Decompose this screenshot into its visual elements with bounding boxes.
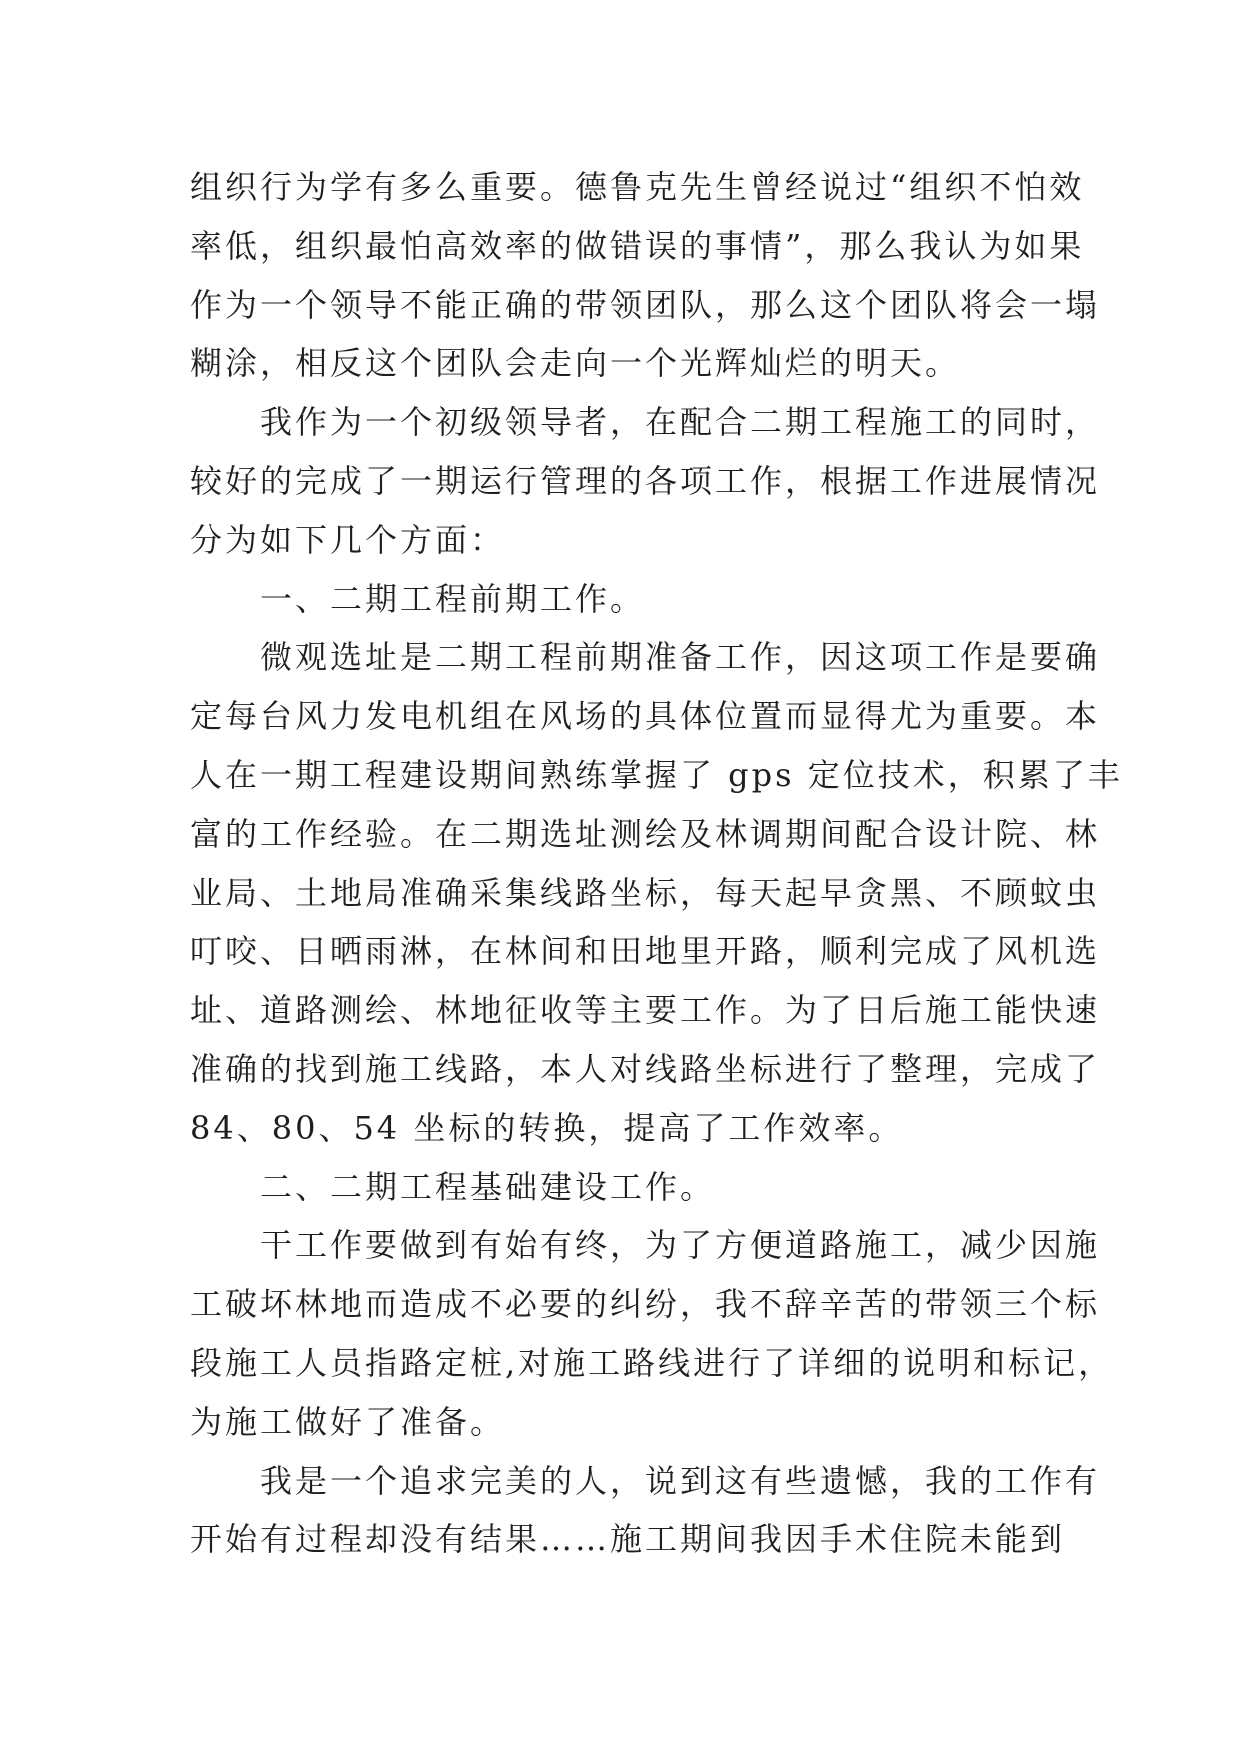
text-line: 为施工做好了准备。: [190, 1402, 506, 1441]
text-line: 段施工人员指路定桩,对施工路线进行了详细的说明和标记，: [190, 1343, 1114, 1382]
paragraph-first-line: 微观选址是二期工程前期准备工作，因这项工作是要确: [260, 638, 1101, 677]
text-line: 作为一个领导不能正确的带领团队，那么这个团队将会一塌: [190, 285, 1101, 324]
section-heading: 二、二期工程基础建设工作。: [260, 1167, 716, 1206]
text-line: 较好的完成了一期运行管理的各项工作，根据工作进展情况: [190, 461, 1101, 500]
text-line: 84、80、54 坐标的转换，提高了工作效率。: [190, 1108, 904, 1147]
text-line: 糊涂，相反这个团队会走向一个光辉灿烂的明天。: [190, 344, 961, 383]
text-line: 率低，组织最怕高效率的做错误的事情”，那么我认为如果: [190, 226, 1085, 265]
paragraph-first-line: 我作为一个初级领导者，在配合二期工程施工的同时，: [260, 403, 1101, 442]
section-heading: 一、二期工程前期工作。: [260, 579, 646, 618]
text-line: 定每台风力发电机组在风场的具体位置而显得尤为重要。本: [190, 697, 1101, 736]
paragraph-first-line: 干工作要做到有始有终，为了方便道路施工，减少因施: [260, 1226, 1101, 1265]
text-line: 组织行为学有多么重要。德鲁克先生曾经说过“组织不怕效: [190, 168, 1085, 206]
paragraph-first-line: 我是一个追求完美的人，说到这有些遗憾，我的工作有: [260, 1461, 1101, 1500]
text-line: 人在一期工程建设期间熟练掌握了 gps 定位技术，积累了丰: [190, 755, 1123, 794]
text-line: 业局、土地局准确采集线路坐标，每天起早贪黑、不顾蚊虫: [190, 873, 1101, 912]
text-line: 富的工作经验。在二期选址测绘及林调期间配合设计院、林: [190, 814, 1101, 853]
document-body: [190, 158, 1123, 1569]
text-line: 址、道路测绘、林地征收等主要工作。为了日后施工能快速: [190, 991, 1101, 1030]
text-line: 分为如下几个方面：: [190, 520, 506, 559]
text-line: 开始有过程却没有结果……施工期间我因手术住院未能到: [190, 1520, 1066, 1559]
text-line: 准确的找到施工线路，本人对线路坐标进行了整理，完成了: [190, 1049, 1101, 1088]
text-line: 工破坏林地而造成不必要的纠纷，我不辞辛苦的带领三个标: [190, 1285, 1101, 1324]
text-line: 叮咬、日晒雨淋，在林间和田地里开路，顺利完成了风机选: [190, 932, 1101, 971]
